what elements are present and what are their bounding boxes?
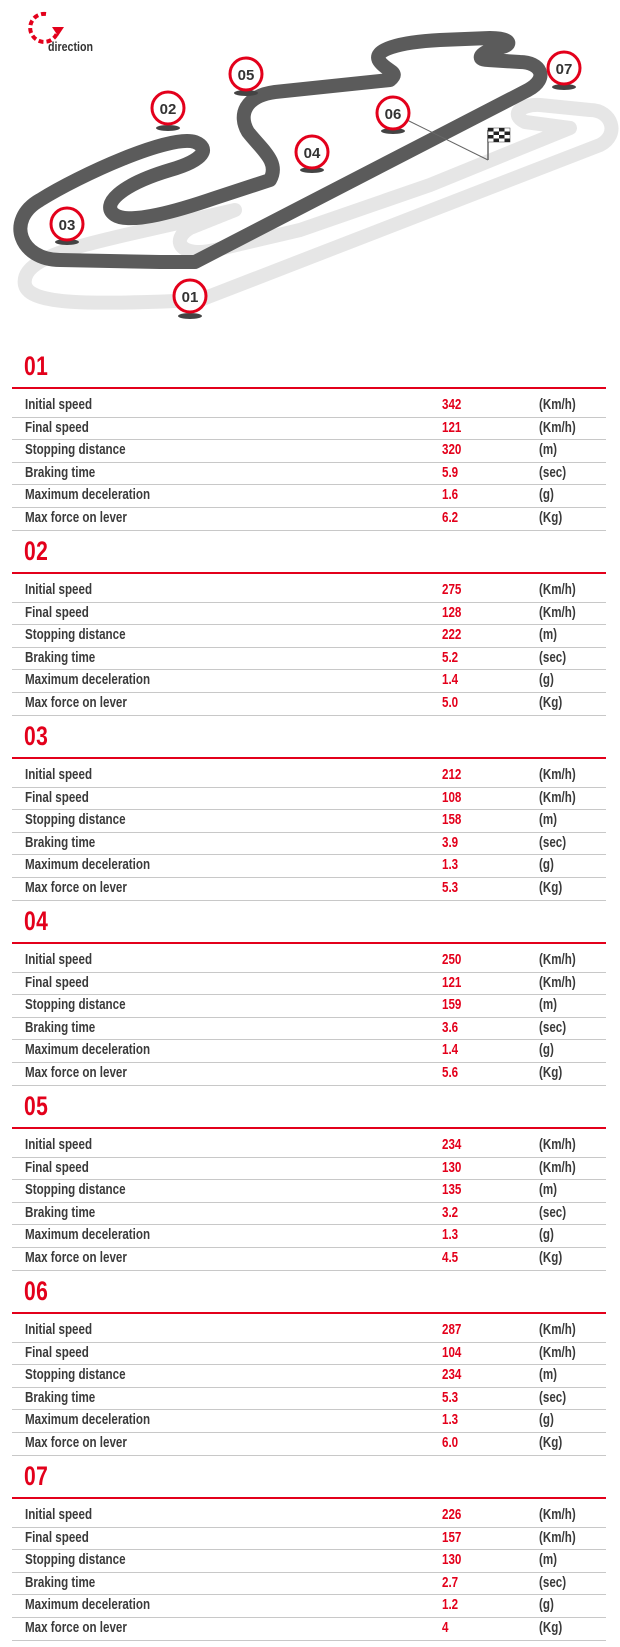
stat-unit: (Kg) [539,1249,563,1266]
stat-value: 320 [442,442,462,459]
stat-unit: (sec) [539,464,567,481]
stat-value: 5.3 [442,879,459,896]
stat-label: Braking time [25,464,96,481]
braking-section [0,710,620,895]
stats-table [12,950,606,1086]
stat-label: Final speed [25,1529,89,1546]
stat-value: 130 [442,1552,462,1569]
stat-value: 287 [442,1322,462,1338]
corner-marker-label: 04 [303,145,321,162]
stat-unit: (m) [539,997,558,1014]
stat-value: 3.6 [442,1019,459,1036]
stat-label: Initial speed [25,582,93,598]
stats-table [12,1135,606,1271]
stat-label: Initial speed [25,1507,93,1523]
corner-marker-label: 06 [384,106,402,123]
stat-label: Braking time [25,834,96,851]
table-row [12,1040,606,1063]
braking-sections [0,340,620,1635]
stat-value: 222 [442,627,462,644]
table-row [12,1618,606,1641]
stat-unit: (Kg) [539,1619,563,1636]
braking-section [0,1080,620,1265]
table-row [12,1320,606,1343]
stat-value: 5.3 [442,1389,459,1406]
stat-value: 5.6 [442,1064,459,1081]
stat-unit: (Kg) [539,694,563,711]
stat-label: Max force on lever [25,1619,127,1636]
stat-value: 135 [442,1182,462,1199]
section-title: 07 [24,1461,49,1491]
stat-label: Maximum deceleration [25,672,151,689]
stats-table [12,1320,606,1456]
stat-unit: (g) [539,672,554,689]
stat-value: 130 [442,1159,462,1176]
stat-label: Maximum deceleration [25,1412,151,1429]
table-row [12,995,606,1018]
table-row [12,1180,606,1203]
stat-unit: (g) [539,1412,554,1429]
stat-value: 121 [442,974,462,991]
table-row [12,1505,606,1528]
stat-value: 128 [442,604,462,621]
stat-label: Stopping distance [25,442,126,459]
stat-label: Maximum deceleration [25,1227,151,1244]
corner-marker-04 [296,136,328,173]
braking-section [0,525,620,710]
stat-unit: (m) [539,1552,558,1569]
stat-value: 1.4 [442,672,459,689]
stat-label: Braking time [25,1574,96,1591]
stat-unit: (Km/h) [539,789,576,806]
stat-label: Maximum deceleration [25,487,151,504]
table-row [12,1203,606,1226]
stat-unit: (sec) [539,1574,567,1591]
stat-label: Braking time [25,1204,96,1221]
direction-arrow-icon [30,14,64,42]
table-row [12,1158,606,1181]
corner-marker-03 [51,208,83,245]
stat-label: Final speed [25,974,89,991]
table-row [12,395,606,418]
stat-value: 6.2 [442,509,459,526]
corner-marker-01 [174,280,206,319]
track-map [0,0,620,340]
table-row [12,1018,606,1041]
stat-value: 2.7 [442,1574,459,1591]
table-row [12,810,606,833]
stat-value: 250 [442,952,462,968]
stats-table [12,765,606,901]
stat-label: Final speed [25,604,89,621]
stat-unit: (g) [539,1597,554,1614]
table-row [12,1528,606,1551]
stat-label: Braking time [25,1019,96,1036]
stat-unit: (sec) [539,1019,567,1036]
table-row [12,973,606,996]
stat-label: Initial speed [25,1322,93,1338]
stat-value: 212 [442,767,462,783]
table-row [12,485,606,508]
table-row [12,670,606,693]
stat-label: Initial speed [25,397,93,413]
stat-label: Max force on lever [25,1249,127,1266]
stat-label: Maximum deceleration [25,857,151,874]
stat-label: Maximum deceleration [25,1597,151,1614]
table-row [12,1343,606,1366]
braking-section [0,340,620,525]
stat-value: 108 [442,789,462,806]
stat-unit: (Kg) [539,509,563,526]
stat-unit: (Km/h) [539,1529,576,1546]
table-row [12,1135,606,1158]
stat-value: 3.2 [442,1204,459,1221]
corner-marker-07 [548,52,580,90]
stat-label: Initial speed [25,952,93,968]
stat-value: 159 [442,997,462,1014]
stats-table [12,580,606,716]
table-row [12,950,606,973]
stat-unit: (m) [539,627,558,644]
corner-marker-02 [152,92,184,131]
corner-marker-label: 07 [555,61,573,78]
stat-label: Stopping distance [25,1182,126,1199]
stat-value: 1.4 [442,1042,459,1059]
stat-value: 234 [442,1367,462,1384]
stat-unit: (Km/h) [539,604,576,621]
section-title: 04 [24,906,49,936]
table-row [12,1595,606,1618]
table-row [12,1225,606,1248]
stat-value: 121 [442,419,462,436]
table-row [12,833,606,856]
corner-marker-06 [377,97,409,134]
stat-label: Initial speed [25,1137,93,1153]
stat-unit: (Kg) [539,1434,563,1451]
stat-label: Max force on lever [25,1434,127,1451]
stat-value: 4 [442,1619,449,1636]
stat-unit: (Km/h) [539,1507,576,1523]
stat-unit: (m) [539,1367,558,1384]
table-row [12,1365,606,1388]
table-row [12,788,606,811]
stats-table [12,1505,606,1641]
stat-value: 158 [442,812,462,829]
braking-section [0,895,620,1080]
stat-unit: (Km/h) [539,1159,576,1176]
stat-value: 1.6 [442,487,459,504]
stat-label: Final speed [25,789,89,806]
stat-value: 4.5 [442,1249,459,1266]
stat-unit: (m) [539,812,558,829]
stat-unit: (sec) [539,1389,567,1406]
stat-unit: (sec) [539,649,567,666]
table-row [12,765,606,788]
section-title: 05 [24,1091,49,1121]
stat-label: Stopping distance [25,812,126,829]
stat-value: 234 [442,1137,462,1153]
table-row [12,440,606,463]
stat-value: 226 [442,1507,462,1523]
section-title: 03 [24,721,49,751]
section-divider [12,572,606,574]
stat-unit: (Km/h) [539,952,576,968]
section-title: 02 [24,536,49,566]
stat-unit: (sec) [539,1204,567,1221]
stat-label: Max force on lever [25,1064,127,1081]
table-row [12,418,606,441]
stat-label: Final speed [25,1344,89,1361]
corner-marker-label: 01 [181,289,199,306]
table-row [12,1550,606,1573]
stat-unit: (Km/h) [539,1344,576,1361]
stat-label: Max force on lever [25,879,127,896]
stat-value: 275 [442,582,462,598]
section-title: 06 [24,1276,49,1306]
stat-unit: (m) [539,442,558,459]
stat-label: Stopping distance [25,1367,126,1384]
stat-unit: (g) [539,1227,554,1244]
table-row [12,625,606,648]
stat-unit: (Km/h) [539,419,576,436]
stat-value: 1.3 [442,1227,459,1244]
table-row [12,580,606,603]
table-row [12,603,606,626]
stat-label: Maximum deceleration [25,1042,151,1059]
stat-label: Initial speed [25,767,93,783]
stat-value: 5.9 [442,464,459,481]
table-row [12,1388,606,1411]
stat-unit: (Kg) [539,1064,563,1081]
stat-value: 157 [442,1529,462,1546]
stat-value: 104 [442,1344,462,1361]
table-row [12,855,606,878]
stat-label: Braking time [25,649,96,666]
stat-label: Final speed [25,1159,89,1176]
stat-unit: (Km/h) [539,397,576,413]
corner-marker-label: 05 [237,67,255,84]
stat-unit: (Km/h) [539,974,576,991]
stat-unit: (Km/h) [539,1322,576,1338]
stat-label: Stopping distance [25,1552,126,1569]
section-divider [12,1312,606,1314]
stat-unit: (g) [539,487,554,504]
stat-unit: (g) [539,1042,554,1059]
stat-value: 5.2 [442,649,459,666]
table-row [12,1410,606,1433]
stat-unit: (sec) [539,834,567,851]
stat-value: 6.0 [442,1434,459,1451]
section-title: 01 [24,351,49,381]
section-divider [12,757,606,759]
section-divider [12,942,606,944]
braking-section [0,1265,620,1450]
braking-section [0,1450,620,1635]
stat-value: 1.2 [442,1597,459,1614]
stat-label: Braking time [25,1389,96,1406]
stat-unit: (g) [539,857,554,874]
stat-unit: (Km/h) [539,767,576,783]
stat-unit: (Km/h) [539,582,576,598]
section-divider [12,387,606,389]
stat-value: 1.3 [442,1412,459,1429]
stat-value: 5.0 [442,694,459,711]
stats-table [12,395,606,531]
table-row [12,648,606,671]
table-row [12,1573,606,1596]
stat-value: 1.3 [442,857,459,874]
stat-value: 3.9 [442,834,459,851]
table-row [12,463,606,486]
stat-label: Stopping distance [25,997,126,1014]
stat-label: Max force on lever [25,509,127,526]
direction-label: direction [48,39,94,54]
stat-unit: (Km/h) [539,1137,576,1153]
stat-unit: (Kg) [539,879,563,896]
stat-label: Stopping distance [25,627,126,644]
corner-marker-label: 03 [58,217,76,234]
corner-marker-label: 02 [159,101,177,118]
stat-value: 342 [442,397,462,413]
stat-label: Final speed [25,419,89,436]
section-divider [12,1127,606,1129]
stat-unit: (m) [539,1182,558,1199]
section-divider [12,1497,606,1499]
stat-label: Max force on lever [25,694,127,711]
